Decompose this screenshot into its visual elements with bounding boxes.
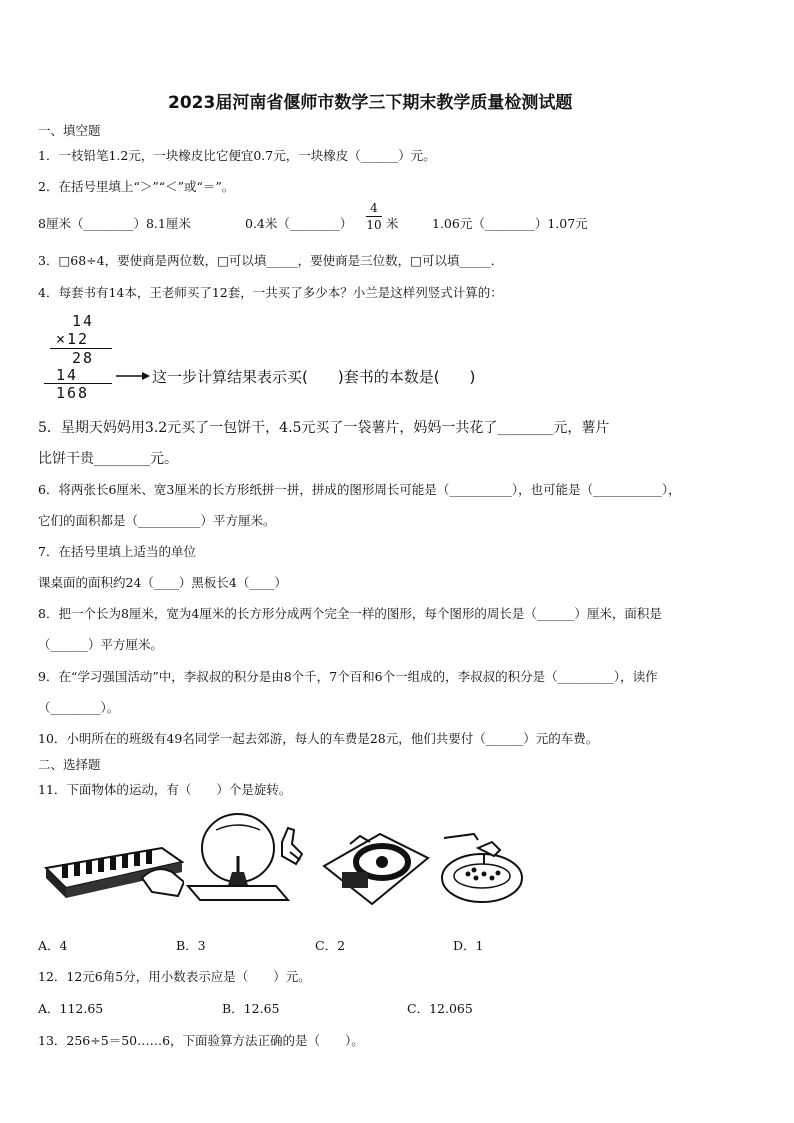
q11-option-d: D．1 <box>453 938 484 953</box>
q12-option-b: B．12.65 <box>222 1001 280 1016</box>
calc-multiplicand: 14 <box>72 312 95 330</box>
question-10: 10．小明所在的班级有49名同学一起去郊游，每人的车费是28元，他们共要付（______）元的车费。 <box>38 731 599 746</box>
question-13: 13．256÷5＝50……6，下面验算方法正确的是（ ）。 <box>38 1033 364 1048</box>
steering-wheel-image <box>320 826 432 910</box>
calc-partial-1: 28 <box>72 349 95 367</box>
calc-annotation: 这一步计算结果表示买( )套书的本数是( ) <box>152 368 476 386</box>
question-7-blanks: 课桌面的面积约24（____）黑板长4（____） <box>38 575 287 590</box>
question-12: 12．12元6角5分，用小数表示应是（ ）元。 <box>38 969 311 984</box>
abacus-image <box>42 838 184 910</box>
fraction-bar <box>366 216 382 217</box>
section-heading-fill-blank: 一、填空题 <box>38 123 101 138</box>
question-9-line-1: 9．在“学习强国活动”中，李叔叔的积分是由8个千，7个百和6个一组成的，李叔叔的积分是（_________），读作 <box>38 669 658 684</box>
question-6-line-2: 它们的面积都是（__________）平方厘米。 <box>38 513 276 528</box>
question-3: 3．□68÷4，要使商是两位数，□可以填_____，要使商是三位数，□可以填_____． <box>38 253 504 268</box>
fraction-denominator: 10 <box>366 218 382 232</box>
calc-multiplier: ×12 <box>56 330 90 348</box>
question-2-compare-c: 1.06元（________）1.07元 <box>432 216 588 231</box>
fraction-four-tenths <box>364 201 384 232</box>
question-2-compare-a: 8厘米（________）8.1厘米 <box>38 216 191 231</box>
q11-option-b: B．3 <box>176 938 206 953</box>
question-8-line-2: （______）平方厘米。 <box>38 637 164 652</box>
question-7: 7．在括号里填上适当的单位 <box>38 544 196 559</box>
question-2-compare-b: 0.4米（________） <box>245 216 353 231</box>
faucet-knob-image <box>438 828 530 910</box>
question-9-line-2: （________）。 <box>38 700 120 715</box>
page-title: 2023届河南省偃师市数学三下期末教学质量检测试题 <box>168 93 573 113</box>
question-4: 4．每套书有14本，王老师买了12套，一共买了多少本？小兰是这样列竖式计算的： <box>38 285 503 300</box>
question-2: 2．在括号里填上“＞”“＜”或“＝”。 <box>38 179 235 194</box>
question-2-unit: 米 <box>386 216 399 231</box>
question-6-line-1: 6．将两张长6厘米、宽3厘米的长方形纸拼一拼，拼成的图形周长可能是（__________），也可能是（___________）， <box>38 482 681 497</box>
q12-option-a: A．112.65 <box>38 1001 104 1016</box>
q11-option-a: A．4 <box>38 938 68 953</box>
arrow-icon <box>116 370 150 382</box>
q11-option-c: C．2 <box>315 938 346 953</box>
fraction-numerator: 4 <box>370 201 378 215</box>
globe-image <box>186 812 316 908</box>
question-5-line-1: 5．星期天妈妈用3.2元买了一包饼干，4.5元买了一袋薯片，妈妈一共花了________元，薯片 <box>38 420 610 436</box>
question-11: 11．下面物体的运动，有（ ）个是旋转。 <box>38 782 292 797</box>
calc-product: 168 <box>56 384 90 402</box>
question-5-line-2: 比饼干贵________元。 <box>38 451 178 467</box>
q12-option-c: C．12.065 <box>407 1001 473 1016</box>
section-heading-multiple-choice: 二、选择题 <box>38 757 101 772</box>
question-1: 1．一枝铅笔1.2元，一块橡皮比它便宜0.7元，一块橡皮（______）元。 <box>38 148 436 163</box>
question-8-line-1: 8．把一个长为8厘米，宽为4厘米的长方形分成两个完全一样的图形，每个图形的周长是（______）厘米，面积是 <box>38 606 662 621</box>
calc-partial-2: 14 <box>56 366 79 384</box>
